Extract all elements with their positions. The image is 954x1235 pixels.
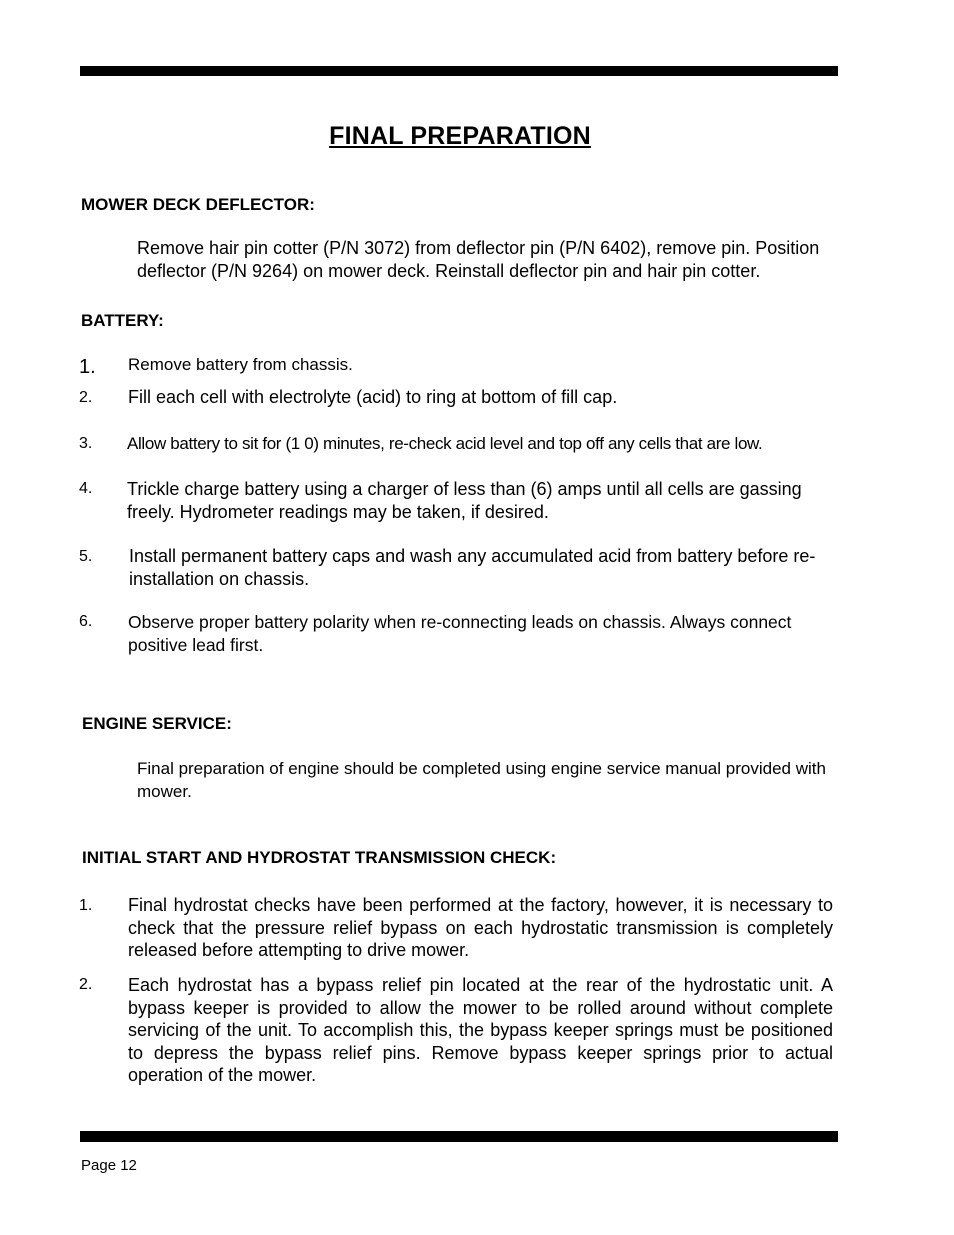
battery-item-4-number: 4. [79, 480, 93, 497]
hydrostat-item-1-text: Final hydrostat checks have been performed at the factory, however, it is necessary to check that the pressure relief bypass on each hydrostatic transmission is completely released before attempting to drive mower. [128, 895, 833, 960]
hydrostat-item-2-number: 2. [79, 976, 93, 993]
section-heading-engine: ENGINE SERVICE: [82, 714, 232, 733]
battery-item-2-text: Fill each cell with electrolyte (acid) to ring at bottom of fill cap. [128, 387, 618, 407]
battery-item-1-text: Remove battery from chassis. [128, 355, 353, 374]
page-number: Page 12 [81, 1157, 137, 1174]
section-heading-battery: BATTERY: [81, 311, 164, 330]
battery-item-3-text: Allow battery to sit for (1 0) minutes, re-check acid level and top off any cells that are low. [127, 434, 763, 453]
battery-item-3-number: 3. [79, 435, 93, 452]
hydrostat-item-2-text: Each hydrostat has a bypass relief pin located at the rear of the hydrostatic unit. A bypass keeper is provided to allow the mower to be rolled around without complete servicing of the unit. To accomplish this, the bypass keeper springs must be positioned to depress the bypass relief pins. Remove bypass keeper springs prior to actual operation of the mower. [128, 975, 833, 1085]
battery-item-4-text: Trickle charge battery using a charger of less than (6) amps until all cells are gassing freely. Hydrometer readings may be taken, if desired. [127, 479, 802, 522]
page-title: FINAL PREPARATION [329, 122, 591, 150]
section-heading-hydrostat: INITIAL START AND HYDROSTAT TRANSMISSION CHECK: [82, 848, 557, 867]
battery-item-6-text: Observe proper battery polarity when re-connecting leads on chassis. Always connect positive lead first. [128, 612, 792, 655]
battery-item-6-number: 6. [79, 613, 93, 630]
section-heading-deflector: MOWER DECK DEFLECTOR: [81, 195, 315, 214]
engine-paragraph: Final preparation of engine should be completed using engine service manual provided with mower. [137, 759, 826, 801]
battery-item-5-number: 5. [79, 548, 93, 565]
hydrostat-item-1-number: 1. [79, 897, 93, 914]
bottom-rule [80, 1131, 838, 1142]
battery-item-5-text: Install permanent battery caps and wash any accumulated acid from battery before re-installation on chassis. [129, 546, 816, 589]
top-rule [80, 66, 838, 76]
deflector-paragraph: Remove hair pin cotter (P/N 3072) from deflector pin (P/N 6402), remove pin. Position deflector (P/N 9264) on mower deck. Reinstall deflector pin and hair pin cotter. [137, 238, 820, 281]
battery-item-2-number: 2. [79, 389, 93, 406]
battery-item-1-number: 1. [79, 356, 96, 378]
